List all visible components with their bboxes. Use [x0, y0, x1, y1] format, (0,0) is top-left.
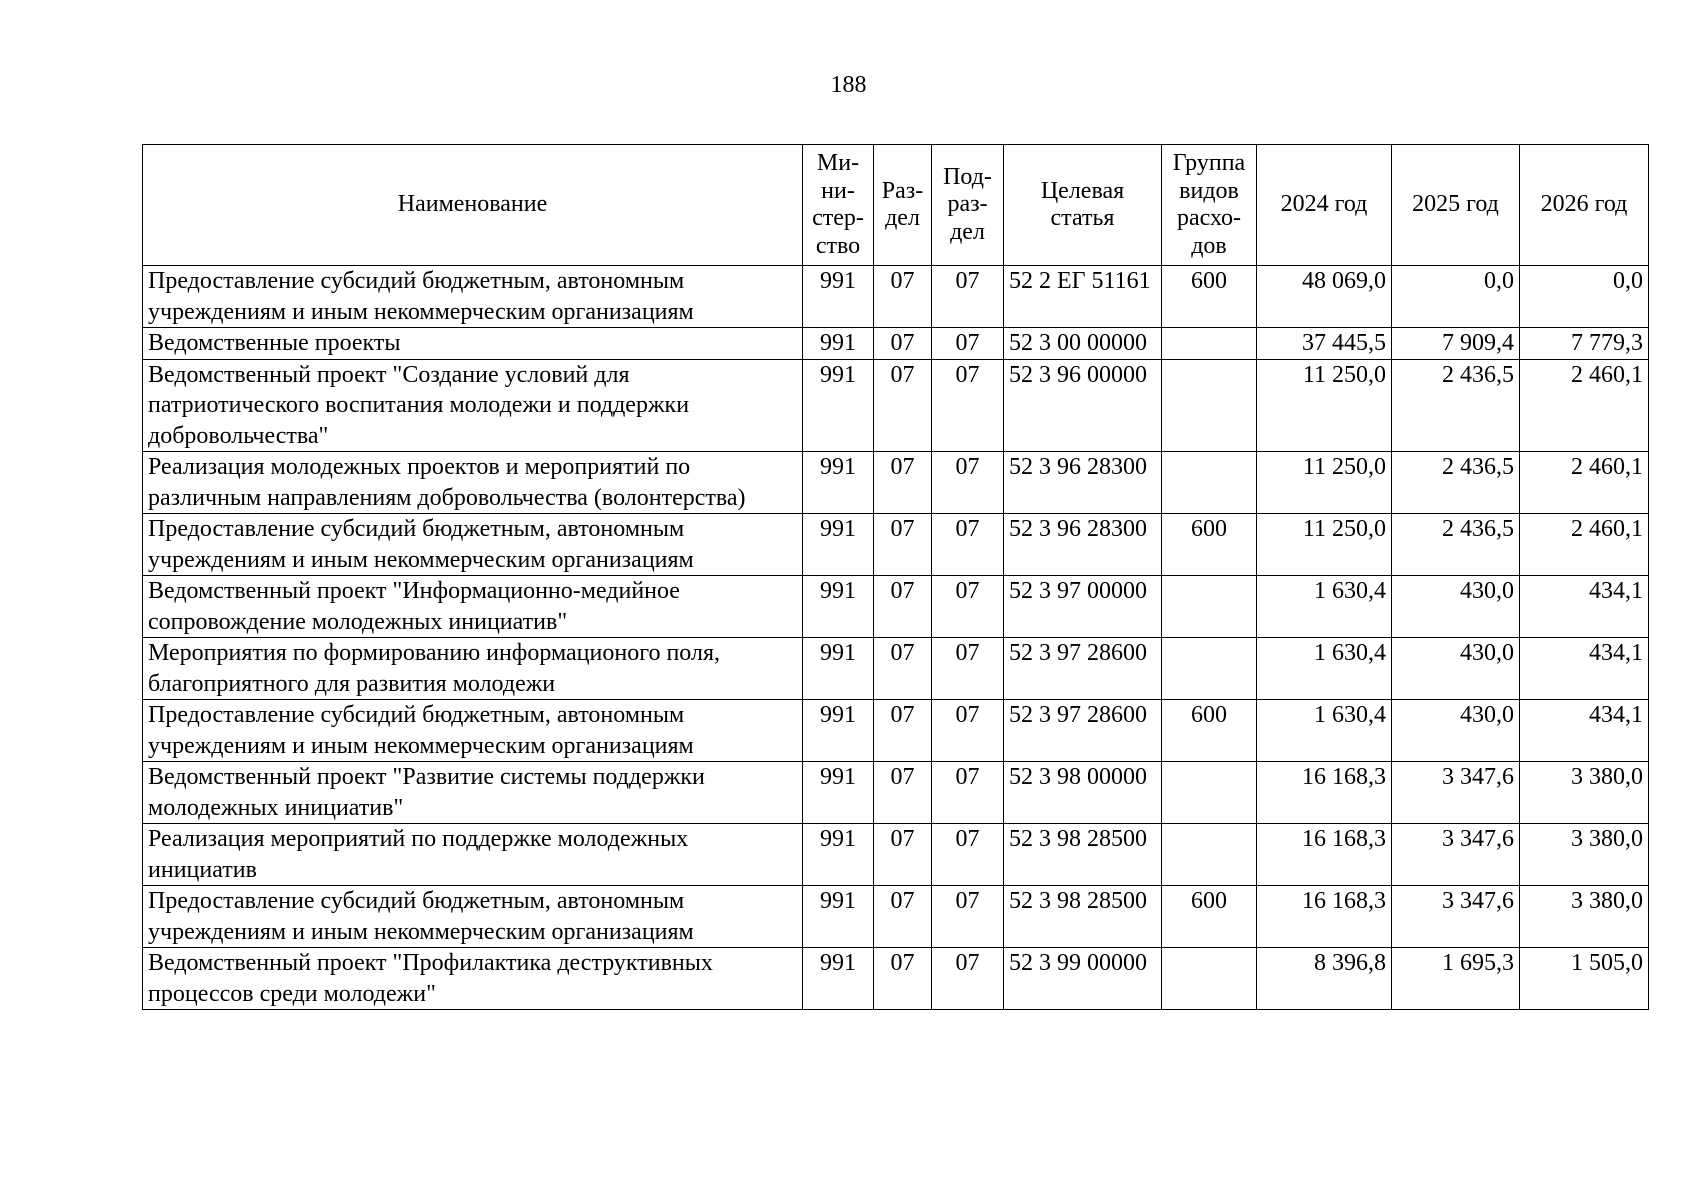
- header-target-article: Целевая статья: [1004, 145, 1162, 266]
- cell-expense-group: 600: [1162, 700, 1257, 762]
- cell-expense-group: 600: [1162, 514, 1257, 576]
- cell-2025: 430,0: [1392, 638, 1520, 700]
- table-row: [143, 514, 1649, 576]
- cell-2024: 37 445,5: [1257, 328, 1392, 360]
- cell-name: Ведомственные проекты: [143, 328, 803, 360]
- cell-name: Мероприятия по формированию информационого поля, благоприятного для развития молодежи: [143, 638, 803, 700]
- cell-2026: 2 460,1: [1520, 359, 1649, 452]
- cell-ministry: 991: [803, 700, 874, 762]
- cell-subsection: 07: [932, 452, 1004, 514]
- cell-section: 07: [874, 886, 932, 948]
- table-header: [143, 145, 1649, 266]
- cell-ministry: 991: [803, 638, 874, 700]
- cell-ministry: 991: [803, 824, 874, 886]
- cell-subsection: 07: [932, 762, 1004, 824]
- cell-target-article: 52 3 96 00000: [1004, 359, 1162, 452]
- cell-2026: 3 380,0: [1520, 886, 1649, 948]
- cell-2026: 7 779,3: [1520, 328, 1649, 360]
- cell-target-article: 52 3 98 00000: [1004, 762, 1162, 824]
- cell-2026: 0,0: [1520, 266, 1649, 328]
- cell-2026: 1 505,0: [1520, 948, 1649, 1010]
- header-subsection: Под- раз- дел: [932, 145, 1004, 266]
- cell-2024: 8 396,8: [1257, 948, 1392, 1010]
- cell-2024: 48 069,0: [1257, 266, 1392, 328]
- cell-2025: 2 436,5: [1392, 514, 1520, 576]
- cell-ministry: 991: [803, 328, 874, 360]
- cell-2024: 16 168,3: [1257, 886, 1392, 948]
- cell-section: 07: [874, 638, 932, 700]
- cell-expense-group: [1162, 359, 1257, 452]
- header-2026: 2026 год: [1520, 145, 1649, 266]
- cell-section: 07: [874, 576, 932, 638]
- header-2024: 2024 год: [1257, 145, 1392, 266]
- cell-name: Реализация молодежных проектов и мероприятий по различным направлениям добровольчества (волонтерства): [143, 452, 803, 514]
- cell-subsection: 07: [932, 576, 1004, 638]
- cell-expense-group: [1162, 452, 1257, 514]
- cell-2024: 16 168,3: [1257, 762, 1392, 824]
- table-row: [143, 638, 1649, 700]
- cell-2026: 434,1: [1520, 700, 1649, 762]
- cell-section: 07: [874, 824, 932, 886]
- table-row: [143, 452, 1649, 514]
- cell-2025: 1 695,3: [1392, 948, 1520, 1010]
- cell-name: Реализация мероприятий по поддержке молодежных инициатив: [143, 824, 803, 886]
- cell-target-article: 52 3 99 00000: [1004, 948, 1162, 1010]
- cell-2025: 3 347,6: [1392, 886, 1520, 948]
- table-row: [143, 359, 1649, 452]
- cell-subsection: 07: [932, 948, 1004, 1010]
- table-body: [143, 266, 1649, 1010]
- cell-name: Ведомственный проект "Профилактика деструктивных процессов среди молодежи": [143, 948, 803, 1010]
- cell-subsection: 07: [932, 886, 1004, 948]
- cell-2026: 434,1: [1520, 638, 1649, 700]
- cell-2026: 2 460,1: [1520, 514, 1649, 576]
- cell-2025: 3 347,6: [1392, 824, 1520, 886]
- table-row: [143, 762, 1649, 824]
- table-row: [143, 328, 1649, 360]
- cell-2025: 3 347,6: [1392, 762, 1520, 824]
- header-2025: 2025 год: [1392, 145, 1520, 266]
- cell-ministry: 991: [803, 886, 874, 948]
- table-row: [143, 886, 1649, 948]
- cell-ministry: 991: [803, 359, 874, 452]
- header-expense-group: Группа видов расхо- дов: [1162, 145, 1257, 266]
- header-ministry: Ми- ни- стер- ство: [803, 145, 874, 266]
- cell-name: Предоставление субсидий бюджетным, автономным учреждениям и иным некоммерческим организациям: [143, 700, 803, 762]
- cell-subsection: 07: [932, 700, 1004, 762]
- cell-target-article: 52 3 97 28600: [1004, 638, 1162, 700]
- cell-2026: 2 460,1: [1520, 452, 1649, 514]
- cell-2026: 3 380,0: [1520, 762, 1649, 824]
- cell-ministry: 991: [803, 514, 874, 576]
- cell-ministry: 991: [803, 576, 874, 638]
- cell-2025: 2 436,5: [1392, 359, 1520, 452]
- cell-subsection: 07: [932, 824, 1004, 886]
- cell-name: Предоставление субсидий бюджетным, автономным учреждениям и иным некоммерческим организациям: [143, 266, 803, 328]
- cell-2024: 1 630,4: [1257, 638, 1392, 700]
- header-row: [143, 145, 1649, 266]
- cell-name: Предоставление субсидий бюджетным, автономным учреждениям и иным некоммерческим организациям: [143, 514, 803, 576]
- cell-section: 07: [874, 700, 932, 762]
- cell-2024: 1 630,4: [1257, 700, 1392, 762]
- header-section: Раз- дел: [874, 145, 932, 266]
- cell-subsection: 07: [932, 638, 1004, 700]
- cell-ministry: 991: [803, 948, 874, 1010]
- header-name: Наименование: [143, 145, 803, 266]
- cell-subsection: 07: [932, 328, 1004, 360]
- cell-section: 07: [874, 328, 932, 360]
- cell-expense-group: [1162, 824, 1257, 886]
- cell-2026: 3 380,0: [1520, 824, 1649, 886]
- cell-2024: 11 250,0: [1257, 359, 1392, 452]
- cell-2025: 2 436,5: [1392, 452, 1520, 514]
- cell-ministry: 991: [803, 452, 874, 514]
- table-row: [143, 948, 1649, 1010]
- cell-name: Предоставление субсидий бюджетным, автономным учреждениям и иным некоммерческим организациям: [143, 886, 803, 948]
- cell-section: 07: [874, 266, 932, 328]
- cell-target-article: 52 3 00 00000: [1004, 328, 1162, 360]
- cell-target-article: 52 3 98 28500: [1004, 824, 1162, 886]
- cell-expense-group: [1162, 638, 1257, 700]
- table-row: [143, 824, 1649, 886]
- cell-expense-group: 600: [1162, 886, 1257, 948]
- cell-name: Ведомственный проект "Развитие системы поддержки молодежных инициатив": [143, 762, 803, 824]
- cell-subsection: 07: [932, 359, 1004, 452]
- cell-2024: 11 250,0: [1257, 452, 1392, 514]
- cell-expense-group: [1162, 948, 1257, 1010]
- cell-section: 07: [874, 452, 932, 514]
- cell-target-article: 52 3 97 00000: [1004, 576, 1162, 638]
- page-number: 188: [830, 72, 867, 98]
- budget-table: [142, 144, 1649, 1010]
- cell-2025: 0,0: [1392, 266, 1520, 328]
- cell-subsection: 07: [932, 266, 1004, 328]
- cell-section: 07: [874, 762, 932, 824]
- cell-2026: 434,1: [1520, 576, 1649, 638]
- cell-section: 07: [874, 514, 932, 576]
- cell-target-article: 52 3 96 28300: [1004, 452, 1162, 514]
- cell-target-article: 52 3 98 28500: [1004, 886, 1162, 948]
- cell-2024: 16 168,3: [1257, 824, 1392, 886]
- cell-section: 07: [874, 948, 932, 1010]
- cell-target-article: 52 2 ЕГ 51161: [1004, 266, 1162, 328]
- table-row: [143, 576, 1649, 638]
- cell-expense-group: [1162, 762, 1257, 824]
- cell-target-article: 52 3 96 28300: [1004, 514, 1162, 576]
- cell-name: Ведомственный проект "Создание условий для патриотического воспитания молодежи и поддержки добровольчества": [143, 359, 803, 452]
- cell-2025: 7 909,4: [1392, 328, 1520, 360]
- cell-expense-group: 600: [1162, 266, 1257, 328]
- cell-expense-group: [1162, 576, 1257, 638]
- cell-target-article: 52 3 97 28600: [1004, 700, 1162, 762]
- cell-2024: 11 250,0: [1257, 514, 1392, 576]
- cell-section: 07: [874, 359, 932, 452]
- cell-subsection: 07: [932, 514, 1004, 576]
- cell-expense-group: [1162, 328, 1257, 360]
- cell-name: Ведомственный проект "Информационно-медийное сопровождение молодежных инициатив": [143, 576, 803, 638]
- cell-ministry: 991: [803, 762, 874, 824]
- cell-2024: 1 630,4: [1257, 576, 1392, 638]
- cell-2025: 430,0: [1392, 700, 1520, 762]
- table-row: [143, 266, 1649, 328]
- cell-ministry: 991: [803, 266, 874, 328]
- table-row: [143, 700, 1649, 762]
- cell-2025: 430,0: [1392, 576, 1520, 638]
